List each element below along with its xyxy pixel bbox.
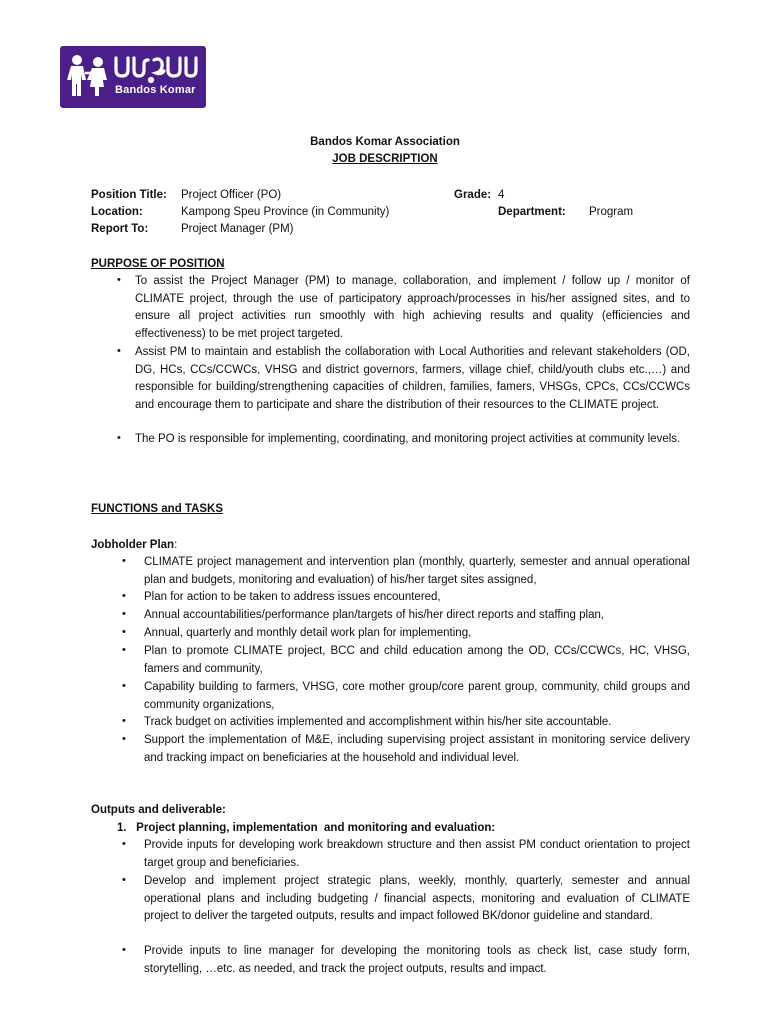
output-item: Provide inputs for developing work breakdown structure and then assist PM conduct orientation to project target group and beneficiaries.: [144, 839, 690, 869]
output-item: Provide inputs to line manager for developing the monitoring tools as check list, case study form, storytelling, …etc. as needed, and track the project outputs, results and impact.: [144, 945, 690, 975]
bullet-icon: •: [117, 432, 121, 444]
location-label: Location:: [91, 206, 143, 218]
bullet-icon: •: [122, 733, 126, 745]
bullet-icon: •: [122, 680, 126, 692]
outputs-heading: Outputs and deliverable:: [91, 804, 226, 816]
logo-text: Bandos Komar: [115, 84, 196, 96]
position-title-label: Position Title:: [91, 189, 167, 201]
bullet-icon: •: [117, 345, 121, 357]
function-item: Annual accountabilities/performance plan/targets of his/her direct reports and staffing plan,: [144, 609, 605, 621]
location-value: Kampong Speu Province (in Community): [181, 206, 390, 218]
purpose-item: The PO is responsible for implementing, coordinating, and monitoring project activities at community levels.: [135, 433, 681, 445]
jobholder-plan-label: Jobholder Plan: [91, 539, 175, 551]
bullet-icon: •: [122, 715, 126, 727]
document-title: JOB DESCRIPTION: [332, 153, 438, 165]
function-item: Capability building to farmers, VHSG, core mother group/core parent group, community, child groups and community organizations,: [144, 681, 690, 711]
children-figures-icon: [60, 46, 206, 108]
report-to-value: Project Manager (PM): [181, 223, 294, 235]
grade-value: 4: [498, 189, 505, 201]
bullet-icon: •: [122, 644, 126, 656]
function-item: Plan to promote CLIMATE project, BCC and child education among the OD, CCs/CCWCs, HC, VHSG, famers and community,: [144, 645, 690, 675]
outputs-numbered-heading: 1. Project planning, implementation and monitoring and evaluation:: [117, 822, 496, 834]
position-title-value: Project Officer (PO): [181, 189, 282, 201]
jobholder-plan-heading: Jobholder Plan:: [91, 539, 178, 551]
purpose-item: To assist the Project Manager (PM) to manage, collaboration, and implement / follow up / monitor of CLIMATE project, through the use of participatory approach/processes in his/her assigned sites, and to ensure all project activities run smoothly with high achieving results and quality (efficiencies and effectiveness) to be met project targeted.: [135, 275, 690, 340]
grade-label: Grade:: [454, 189, 492, 201]
organization-name: Bandos Komar Association: [310, 136, 460, 148]
department-value: Program: [589, 206, 634, 218]
bullet-icon: •: [122, 590, 126, 602]
bullet-icon: •: [122, 608, 126, 620]
bullet-icon: •: [122, 944, 126, 956]
function-item: CLIMATE project management and intervention plan (monthly, quarterly, semester and annual operational plan and budgets, monitoring and evaluation) of his/her target sites assigned,: [144, 556, 690, 586]
bullet-icon: •: [122, 555, 126, 567]
function-item: Plan for action to be taken to address issues encountered,: [144, 591, 441, 603]
bullet-icon: •: [122, 626, 126, 638]
bullet-icon: •: [122, 838, 126, 850]
function-item: Support the implementation of M&E, including supervising project assistant in monitoring service delivery and tracking impact on beneficiaries at the household and individual level.: [144, 734, 690, 764]
organization-logo: [60, 46, 206, 108]
purpose-heading: PURPOSE OF POSITION: [91, 258, 225, 270]
functions-heading: FUNCTIONS and TASKS: [91, 503, 224, 515]
output-item: Develop and implement project strategic plans, weekly, monthly, quarterly, semester and annual operational plans and including budgeting / financial aspects, monitoring and evaluation of CLIMATE project to deliver the targeted outputs, results and impact followed BK/donor guideline and standard.: [144, 875, 690, 923]
department-label: Department:: [498, 206, 566, 218]
function-item: Track budget on activities implemented and accomplishment within his/her site accountable.: [144, 716, 612, 728]
bullet-icon: •: [117, 274, 121, 286]
purpose-item: Assist PM to maintain and establish the collaboration with Local Authorities and relevant stakeholders (OD, DG, HCs, CCs/CCWCs, VHSG and district governors, farmers, village chief, child/youth clubs etc.,…) and responsible for building/strengthening capacities of children, families, famers, VHSGs, CPCs, CCs/CCWCs and encourage them to participate and share the distribution of their resources to the CLIMATE project.: [135, 346, 690, 411]
function-item: Annual, quarterly and monthly detail work plan for implementing,: [144, 627, 472, 639]
bullet-icon: •: [122, 874, 126, 886]
report-to-label: Report To:: [91, 223, 149, 235]
khmer-wordmark-icon: [116, 58, 196, 82]
